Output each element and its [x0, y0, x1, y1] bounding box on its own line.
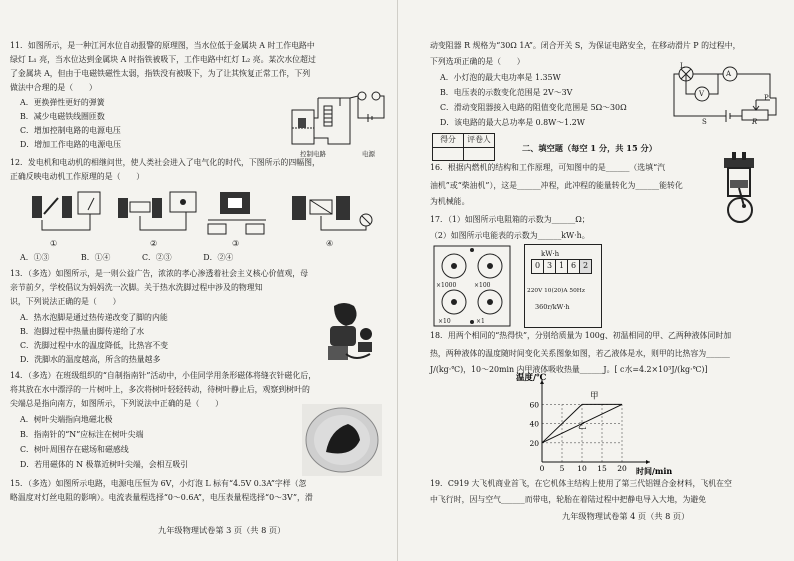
q13-option-a: A．热水泡脚是通过热传递改变了脚的内能 [20, 313, 168, 322]
q12-fig-num-3: ③ [232, 239, 240, 248]
q15-label-L: L [680, 62, 685, 70]
q14-option-a: A．树叶尖端指向地磁北极 [20, 415, 113, 424]
meter-digits [531, 259, 592, 274]
x-tick-label: 5 [559, 464, 565, 473]
q12-options: A．①③ B．①④ C．②③ D．②④ [20, 253, 234, 262]
left-footer: 九年级物理试卷第 3 页（共 8 页） [158, 525, 286, 535]
q15-label-S: S [702, 118, 707, 126]
q15-cont-line-2: 下列选项正确的是（ ） [430, 57, 525, 66]
q12-figure-1 [32, 192, 100, 230]
x-tick-label: 10 [577, 464, 587, 473]
q15-label-R: R [752, 118, 758, 126]
q11-option-c: C．增加控制电路的电源电压 [20, 126, 121, 135]
dial-label-1000: ×1000 [436, 282, 457, 289]
x-axis-label: 时间/min [636, 466, 673, 476]
meter-digit: 6 [568, 260, 580, 273]
q13-option-b: B．泡脚过程中热量由脚传递给了水 [20, 327, 145, 336]
q17-line-1: 17．（1）如图所示电阻箱的示数为______Ω； [430, 215, 590, 224]
q11-circuit-figure [288, 88, 388, 156]
x-tick-label: 15 [597, 464, 607, 473]
q13-line-1: 13．（多选）如图所示，是一则公益广告，浓浓的孝心渗透着社会主义核心价值观，母 [10, 269, 309, 278]
q14-option-d: D．若用磁体的 N 极靠近树叶尖端，会相互吸引 [20, 460, 189, 469]
x-tick-label: 0 [539, 464, 545, 473]
meter-title: kW·h [541, 250, 560, 258]
meter-digit: 3 [544, 260, 556, 273]
q19-line-1: 19．C919 大飞机商业首飞，在它机体主结构上使用了第三代铝锂合金材料，飞机在空 [430, 479, 732, 488]
q13-foot-washing-figure [320, 300, 380, 364]
q12-figure-2 [118, 192, 196, 230]
q18-temperature-chart [512, 373, 673, 476]
q15-label-V: V [699, 90, 705, 98]
q16-line-3: 为机械能。 [430, 197, 470, 206]
q16-line-2: 油机”或“柴油机”），这是______冲程，此冲程的能量转化为______能转化 [430, 181, 683, 190]
series-label-jia: 甲 [590, 391, 599, 402]
y-tick-label: 20 [529, 438, 539, 448]
dial-label-1: ×1 [476, 318, 485, 325]
score-table [432, 133, 495, 161]
q16-engine-figure [714, 150, 770, 230]
left-page [10, 0, 385, 561]
q15-option-b: B．电压表的示数变化范围是 2V～3V [440, 88, 573, 97]
q14-option-b: B．指南针的“N”应标注在树叶尖端 [20, 430, 144, 439]
meter-digit-decimal: 2 [580, 260, 591, 273]
q15-option-a: A．小灯泡的最大电功率是 1.35W [440, 73, 561, 82]
q12-fig-num-2: ② [150, 239, 158, 248]
q17-line-2: （2）如图所示电能表的示数为______kW·h。 [430, 231, 590, 240]
q15-label-P: P [764, 94, 769, 102]
q15-cont-line-1: 动变阻器 R 规格为“30Ω 1A”。闭合开关 S，为保证电路安全，在移动滑片 P 的过程中， [430, 41, 741, 50]
q14-leaf-compass-photo [302, 404, 382, 476]
x-axis-arrow [646, 460, 650, 464]
chart-labels [516, 372, 672, 476]
q13-line-3: 识，下列说法正确的是（ ） [10, 297, 121, 306]
score-cell [433, 147, 464, 160]
score-table-col1: 得分 [433, 134, 464, 148]
q11-option-b: B．减少电磁铁线圈匝数 [20, 112, 105, 121]
q12-fig-num-1: ① [50, 239, 58, 248]
q11-label-power: 电源 [362, 150, 375, 158]
q11-option-a: A．更换弹性更好的弹簧 [20, 98, 105, 107]
meter-spec: 220V 10(20)A 50Hz [527, 288, 585, 294]
x-tick-label: 20 [617, 464, 627, 473]
q12-figure-3 [208, 192, 266, 234]
q11-label-control-circuit: 控制电路 [300, 150, 326, 158]
q12-figures [24, 186, 384, 238]
q11-line-4: 做法中合理的是（ ） [10, 83, 97, 92]
meter-digit: 1 [556, 260, 568, 273]
q12-line-2: 正确反映电动机工作原理的是（ ） [10, 172, 145, 181]
q18-line-2: 热，两种液体的温度随时间变化关系图象如图，若乙液体是水，则甲的比热容为______ [430, 349, 730, 358]
right-page [412, 0, 787, 561]
q18-line-3: J/(kg·℃)，10～20min 内甲液体吸收热量______J。[ c水=4.2×10³J/(kg·℃)] [430, 365, 708, 374]
dial-label-10: ×10 [438, 318, 451, 325]
meter-digit: 0 [532, 260, 544, 273]
section-2-title: 二、填空题（每空 1 分，共 15 分） [522, 143, 657, 153]
y-tick-label: 40 [529, 419, 539, 429]
q13-option-c: C．洗脚过程中水的温度降低，比热容不变 [20, 341, 169, 350]
q16-line-1: 16．根据内燃机的结构和工作原理，可知图中的是______（选填“汽 [430, 163, 666, 172]
q15-option-c: C．滑动变阻器接入电路的阻值变化范围是 5Ω～30Ω [440, 103, 627, 112]
q15-line-2: 略温度对灯丝电阻的影响）。电流表量程选择“0～0.6A”，电压表量程选择“0～3V”，滑 [10, 493, 313, 502]
q13-option-d: D．洗脚水的温度越高，所含的热量越多 [20, 355, 161, 364]
grader-cell [464, 147, 495, 160]
q18-line-1: 18．用两个相同的“热得快”，分别给质量为 100g、初温相同的甲、乙两种液体同时加 [430, 331, 732, 340]
q14-option-c: C．树叶周围存在磁场和磁感线 [20, 445, 129, 454]
q11-option-d: D．增加工作电路的电源电压 [20, 140, 122, 149]
q19-line-2: 中飞行时，因与空气______而带电，轮胎在着陆过程中把静电导入大地，为避免 [430, 495, 707, 504]
q14-line-1: 14．（多选）在班级组织的“自制指南针”活动中，小佳同学用条形磁体将缝衣针磁化后， [10, 371, 317, 380]
y-axis-label: 温度/℃ [516, 373, 547, 383]
q11-line-2: 绿灯 L₁ 亮，当水位达到金属块 A 时指铁被吸下，工作电路中红灯 L₂ 亮。某次水位超过 [10, 55, 316, 64]
q14-line-2: 将其放在水中漂浮的一片树叶上，多次将树叶轻轻转动，待树叶静止后，观察到树叶的 [10, 385, 310, 394]
q14-line-3: 尖端总是指向南方，如图所示，下列说法中正确的是（ ） [10, 399, 224, 408]
dial-label-100: ×100 [474, 282, 491, 289]
q15-label-A: A [726, 70, 732, 78]
right-footer: 九年级物理试卷第 4 页（共 8 页） [562, 511, 690, 521]
q15-option-d: D．该电路的最大总功率是 0.8W～1.2W [440, 118, 585, 127]
fold-line [397, 0, 398, 561]
q12-fig-num-4: ④ [326, 239, 334, 248]
q11-line-1: 11．如图所示，是一种江河水位自动报警的原理图，当水位低于金属块 A 时工作电路中 [10, 41, 315, 50]
q12-line-1: 12．发电机和电动机的相继问世，使人类社会进入了电气化的时代，下图所示的四幅图， [10, 158, 320, 167]
q12-figure-4 [292, 196, 372, 230]
meter-rate: 360r/kW·h [535, 303, 570, 311]
chart-grid [542, 404, 622, 462]
q17-energy-meter [524, 244, 602, 328]
series-label-yi: 乙 [578, 421, 587, 432]
q11-line-3: 了金属块 A，但由于电磁铁磁性太弱，指铁没有被吸下，为了让其恢复正常工作，下列 [10, 69, 311, 78]
score-table-col2: 评卷人 [464, 134, 495, 148]
q15-line-1: 15．（多选）如图所示电路，电源电压恒为 6V，小灯泡 L 标有“4.5V 0.3A”字样（忽 [10, 479, 307, 488]
y-tick-label: 60 [529, 400, 539, 410]
q13-line-2: 亲节前夕，学校倡议为妈妈洗一次脚。关于热水洗脚过程中涉及的物理知 [10, 283, 263, 292]
